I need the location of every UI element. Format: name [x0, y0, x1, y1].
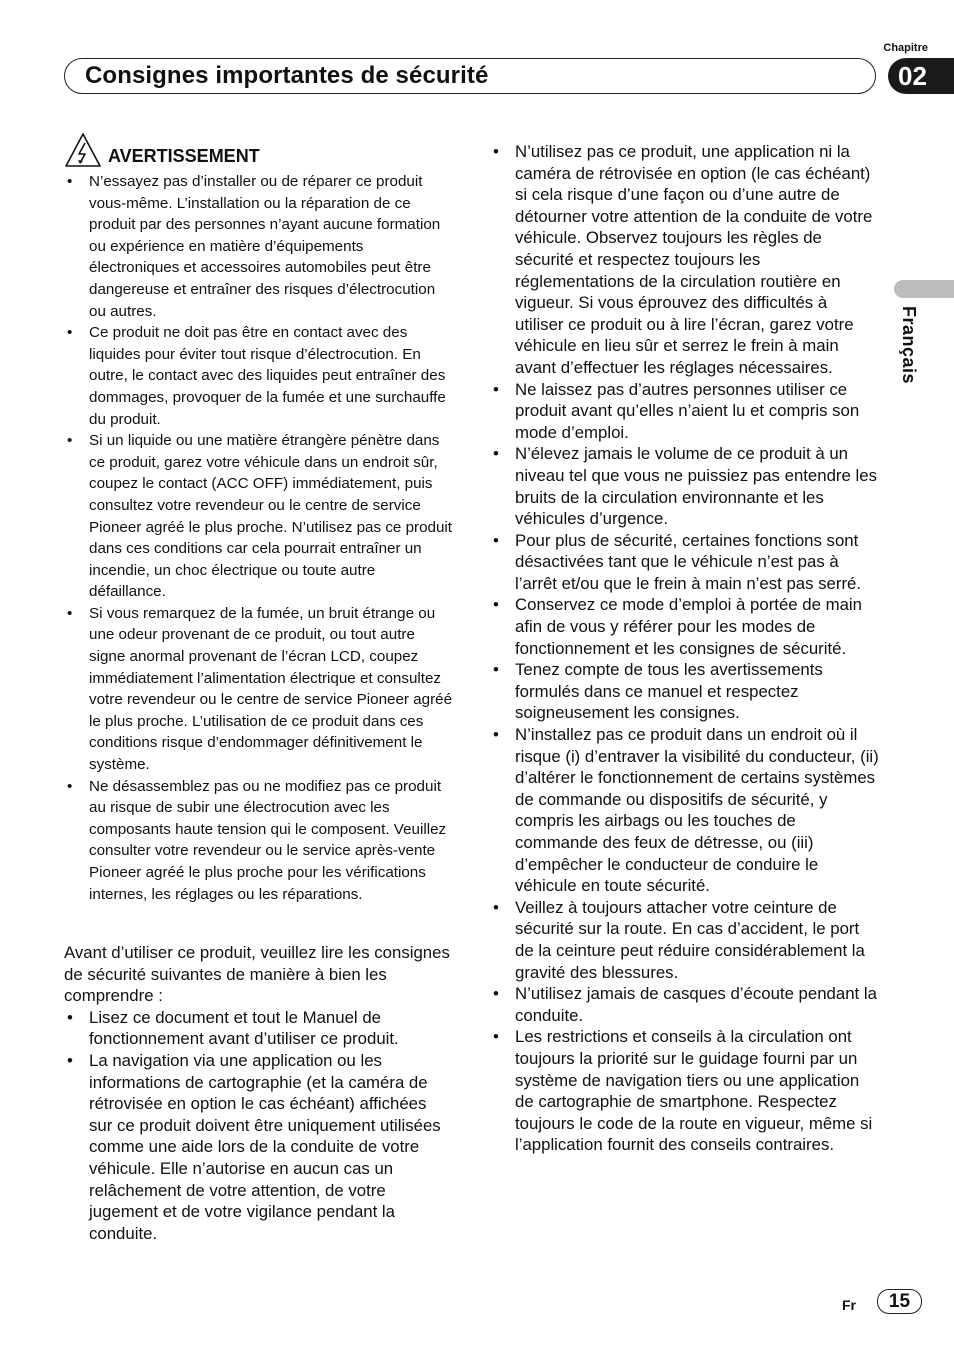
- chapter-label: Chapitre: [883, 42, 928, 54]
- page-title: Consignes importantes de sécurité: [85, 62, 489, 89]
- warning-item: • Ce produit ne doit pas être en contact avec des liquides pour éviter tout risque d’électrocution. En outre, le contact avec des liquides peut entraîner des dommages, provoquer de la fumée et une surchauffe du produit.: [64, 322, 454, 430]
- safety-list-column-right: [490, 141, 880, 1156]
- safety-item: • N’utilisez jamais de casques d’écoute pendant la conduite.: [490, 983, 880, 1026]
- warning-list: [64, 171, 454, 905]
- safety-intro-column: [64, 942, 454, 1244]
- intro-paragraph: Avant d’utiliser ce produit, veuillez lire les consignes de sécurité suivantes de manière à bien les comprendre :: [64, 943, 450, 1006]
- safety-item: • Lisez ce document et tout le Manuel de fonctionnement avant d’utiliser ce produit.: [64, 1007, 454, 1050]
- safety-item: • Ne laissez pas d’autres personnes utiliser ce produit avant qu’elles n’aient lu et compris son mode d’emploi.: [490, 379, 880, 444]
- safety-item: • Les restrictions et conseils à la circulation ont toujours la priorité sur le guidage fourni par un système de navigation tiers ou une application de cartographie de smartphone. Respectez toujours le code de la route en vigueur, même si l’application fournit des conseils contraires.: [490, 1026, 880, 1156]
- warning-heading: [64, 132, 260, 168]
- safety-item: • N’utilisez pas ce produit, une application ni la caméra de rétrovisée en option (le cas échéant) si cela risque d’une façon ou d’une autre de détourner votre attention de la conduite de votre véhicule. Observez toujours les règles de sécurité et respectez toujours les réglementations de la circulation routière en vigueur. Si vous éprouvez des difficultés à utiliser ce produit ou à lire l’écran, garez votre véhicule en lieu sûr et serrez le frein à main avant d’effectuer les réglages nécessaires.: [490, 141, 880, 379]
- safety-item: • Tenez compte de tous les avertissements formulés dans ce manuel et respectez soigneusement les consignes.: [490, 659, 880, 724]
- safety-item: • N’installez pas ce produit dans un endroit où il risque (i) d’entraver la visibilité du conducteur, (ii) d’altérer le fonctionnement de certains systèmes de commande ou dispositifs de sécurité, y compris les airbags ou les touches de commande des feux de détresse, ou (iii) d’empêcher le conducteur de conduire le véhicule en toute sécurité.: [490, 724, 880, 897]
- warning-list-column: [64, 171, 454, 905]
- title-bar: [64, 58, 876, 94]
- warning-item: • Ne désassemblez pas ou ne modifiez pas ce produit au risque de subir une électrocution avec les composants haute tension qui le composent. Veuillez consulter votre revendeur ou le service après-vente Pioneer agréé le plus proche pour les vérifications internes, les réglages ou les réparations.: [64, 776, 454, 906]
- safety-item: • La navigation via une application ou les informations de cartographie (et la caméra de rétrovisée en option le cas échéant) affichées sur ce produit doivent être uniquement utilisées comme une aide lors de la conduite de votre véhicule. Elle n’autorise en aucun cas un relâchement de votre attention, de votre jugement et de votre vigilance pendant la conduite.: [64, 1050, 454, 1244]
- warning-item: • Si un liquide ou une matière étrangère pénètre dans ce produit, garez votre véhicule dans un endroit sûr, coupez le contact (ACC OFF) immédiatement, puis consultez votre revendeur ou le centre de service Pioneer agréé le plus proche. N’utilisez pas ce produit dans ces conditions car cela pourrait entraîner un incendie, un choc électrique ou toute autre défaillance.: [64, 430, 454, 603]
- chapter-badge: 02: [888, 58, 954, 94]
- warning-item: • N’essayez pas d’installer ou de réparer ce produit vous-même. L’installation ou la réparation de ce produit par des personnes n’ayant aucune formation ou expérience en matière d’équipements électroniques et accessoires automobiles peut être dangereuse et entraîner des risques d’électrocution ou autres.: [64, 171, 454, 322]
- safety-list-right: [490, 141, 880, 1156]
- safety-item: • Pour plus de sécurité, certaines fonctions sont désactivées tant que le véhicule n’est pas à l’arrêt et/ou que le frein à main n’est pas serré.: [490, 530, 880, 595]
- safety-item: • N’élevez jamais le volume de ce produit à un niveau tel que vous ne puissiez pas entendre les bruits de la circulation environnante et les véhicules d’urgence.: [490, 443, 880, 529]
- safety-list-left: [64, 1007, 454, 1245]
- language-tab: [894, 280, 954, 298]
- footer-language-code: Fr: [842, 1297, 856, 1313]
- safety-item: • Veillez à toujours attacher votre ceinture de sécurité sur la route. En cas d’accident, le port de la ceinture peut réduire considérablement la gravité des blessures.: [490, 897, 880, 983]
- safety-item: • Conservez ce mode d’emploi à portée de main afin de vous y référer pour les modes de fonctionnement et les consignes de sécurité.: [490, 594, 880, 659]
- high-voltage-warning-icon: [64, 132, 102, 168]
- warning-heading-text: AVERTISSEMENT: [108, 146, 260, 166]
- page-number: 15: [877, 1289, 922, 1314]
- warning-item: • Si vous remarquez de la fumée, un bruit étrange ou une odeur provenant de ce produit, ou tout autre signe anormal provenant de l’écran LCD, coupez immédiatement l’alimentation électrique et consultez votre revendeur ou le centre de service Pioneer agréé le plus proche. L’utilisation de ce produit dans ces conditions risque d’endommager définitivement le système.: [64, 603, 454, 776]
- language-tab-label: Français: [899, 306, 919, 385]
